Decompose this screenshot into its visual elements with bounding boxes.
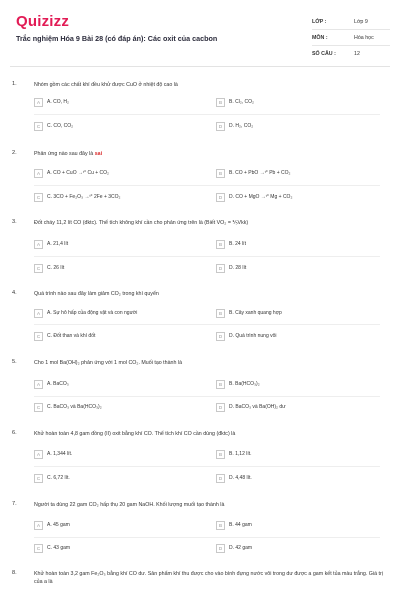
question-text: Nhóm gồm các chất khí đều khử được CuO ở nhiệt độ cao là [34, 82, 178, 88]
option-letter-box: C [34, 403, 43, 412]
option-letter-box: A [34, 521, 43, 530]
question-text: Khử hoàn toàn 4,8 gam đồng (II) oxit bằng khí CO. Thể tích khí CO cần dùng (đktc) là [34, 431, 236, 437]
option-letter-box: B [216, 309, 225, 318]
option-letter-box: C [34, 122, 43, 131]
question-number: 1. [12, 81, 17, 87]
option-b[interactable] [216, 98, 366, 109]
option-d[interactable] [216, 122, 366, 133]
option-a[interactable] [34, 169, 184, 180]
option-text: D. Quá trình nung vôi [229, 333, 277, 339]
option-letter-box: B [216, 240, 225, 249]
question-number: 6. [12, 430, 17, 436]
option-b[interactable] [216, 240, 366, 251]
option-b[interactable] [216, 169, 366, 180]
option-text: C. Đốt than và khí đốt [47, 333, 96, 339]
option-d[interactable] [216, 193, 366, 204]
option-text: C. 26 lít [47, 265, 65, 271]
meta-label: MÔN : [312, 34, 328, 41]
option-d[interactable] [216, 332, 366, 343]
option-divider [34, 185, 380, 186]
option-text: B. Ba(HCO₃)₂ [229, 381, 260, 387]
option-text: A. Sự hô hấp của động vật và con người [47, 310, 138, 316]
question-text: Đốt cháy 11,2 lít CO (đktc). Thể tích không khí cần cho phản ứng trên là (Biết VO₂ = ⅕Vkk) [34, 220, 249, 226]
option-text: D. H₂, CO₂ [229, 123, 254, 129]
quizizz-logo: Quizizz [16, 13, 70, 30]
option-d[interactable] [216, 264, 366, 275]
option-letter-box: A [34, 309, 43, 318]
option-letter-box: C [34, 474, 43, 483]
option-a[interactable] [34, 521, 184, 532]
option-a[interactable] [34, 240, 184, 251]
meta-value: Hóa học [354, 34, 374, 41]
option-text: C. 43 gam [47, 545, 71, 551]
option-a[interactable] [34, 450, 184, 461]
option-a[interactable] [34, 309, 184, 320]
question-text: Người ta dùng 22 gam CO₂ hấp thụ 20 gam NaOH. Khối lượng muối tạo thành là [34, 502, 225, 508]
option-text: D. CO + MgO →ᵗ° Mg + CO₂ [229, 194, 293, 200]
option-text: B. CO + PbO →ᵗ° Pb + CO₂ [229, 170, 291, 176]
option-text: D. 28 lít [229, 265, 247, 271]
option-letter-box: D [216, 264, 225, 273]
option-letter-box: A [34, 240, 43, 249]
option-c[interactable] [34, 264, 184, 275]
option-a[interactable] [34, 98, 184, 109]
question-emphasis: sai [94, 151, 103, 157]
option-letter-box: C [34, 264, 43, 273]
question-text: Quá trình nào sau đây làm giảm CO₂ trong khí quyển [34, 291, 159, 297]
option-letter-box: B [216, 380, 225, 389]
option-text: D. 42 gam [229, 545, 253, 551]
option-letter-box: A [34, 450, 43, 459]
option-letter-box: D [216, 544, 225, 553]
option-divider [34, 324, 380, 325]
option-text: B. 24 lít [229, 241, 246, 247]
option-text: A. CO, H₂ [47, 99, 69, 105]
option-divider [34, 396, 380, 397]
option-c[interactable] [34, 332, 184, 343]
option-letter-box: D [216, 122, 225, 131]
option-letter-box: D [216, 332, 225, 341]
option-text: A. 45 gam [47, 522, 70, 528]
option-c[interactable] [34, 122, 184, 133]
meta-label: SỐ CÂU : [312, 50, 336, 57]
option-letter-box: A [34, 169, 43, 178]
option-text: A. 21,4 lít [47, 241, 69, 247]
option-letter-box: D [216, 193, 225, 202]
meta-panel [312, 14, 390, 61]
question-text: Cho 1 mol Ba(OH)₂ phản ứng với 1 mol CO₂. Muối tạo thành là [34, 360, 183, 366]
option-c[interactable] [34, 193, 184, 204]
option-letter-box: C [34, 332, 43, 341]
option-text: B. 44 gam [229, 522, 252, 528]
option-letter-box: C [34, 193, 43, 202]
meta-label: LỚP : [312, 18, 327, 25]
option-divider [34, 114, 380, 115]
option-text: C. 3CO + Fe₂O₃ →ᵗ° 2Fe + 3CO₂ [47, 194, 121, 200]
question-number: 8. [12, 570, 17, 576]
meta-row-class [312, 14, 390, 30]
option-d[interactable] [216, 403, 366, 414]
meta-row-count [312, 46, 390, 61]
option-b[interactable] [216, 521, 366, 532]
option-divider [34, 466, 380, 467]
option-text: C. CO, CO₂ [47, 123, 74, 129]
option-b[interactable] [216, 450, 366, 461]
question-number: 3. [12, 219, 17, 225]
option-text: B. Cl₂, CO₂ [229, 99, 254, 105]
page-title: Trắc nghiệm Hóa 9 Bài 28 (có đáp án): Các oxit của cacbon [16, 34, 218, 43]
option-c[interactable] [34, 544, 184, 555]
option-text: A. 1,344 lít. [47, 451, 73, 457]
question-number: 7. [12, 501, 17, 507]
meta-value: 12 [354, 50, 360, 57]
question-text: Khử hoàn toàn 3,2 gam Fe₂O₃ bằng khí CO dư. Sản phẩm khí thu được cho vào bình đựng nước vôi trong dư được a gam kết tủa màu trắng. Giá trị của a là [34, 571, 383, 585]
option-c[interactable] [34, 474, 184, 485]
meta-value: Lớp 9 [354, 18, 368, 25]
option-letter-box: B [216, 450, 225, 459]
question-number: 2. [12, 150, 17, 156]
option-text: C. BaCO₃ và Ba(HCO₃)₂ [47, 404, 102, 410]
option-text: B. Cây xanh quang hợp [229, 310, 282, 316]
option-d[interactable] [216, 544, 366, 555]
option-divider [34, 537, 380, 538]
option-divider [34, 256, 380, 257]
option-letter-box: A [34, 380, 43, 389]
option-b[interactable] [216, 380, 366, 391]
option-letter-box: B [216, 98, 225, 107]
question-text-main: Phản ứng nào sau đây là [34, 151, 94, 157]
option-text: D. BaCO₃ và Ba(OH)₂ dư [229, 404, 286, 410]
option-letter-box: B [216, 169, 225, 178]
option-a[interactable] [34, 380, 184, 391]
question-text [34, 150, 392, 158]
question-number: 5. [12, 359, 17, 365]
option-c[interactable] [34, 403, 184, 414]
option-text: D. 4,48 lít. [229, 475, 252, 481]
option-b[interactable] [216, 309, 366, 320]
option-letter-box: D [216, 474, 225, 483]
option-text: A. BaCO₃ [47, 381, 69, 387]
header-divider [10, 66, 390, 67]
option-letter-box: D [216, 403, 225, 412]
option-letter-box: A [34, 98, 43, 107]
question-number: 4. [12, 290, 17, 296]
option-text: B. 1,12 lít. [229, 451, 252, 457]
option-text: A. CO + CuO →ᵗ° Cu + CO₂ [47, 170, 109, 176]
option-letter-box: C [34, 544, 43, 553]
option-text: C. 6,72 lít. [47, 475, 70, 481]
option-letter-box: B [216, 521, 225, 530]
option-d[interactable] [216, 474, 366, 485]
meta-row-subject [312, 30, 390, 46]
